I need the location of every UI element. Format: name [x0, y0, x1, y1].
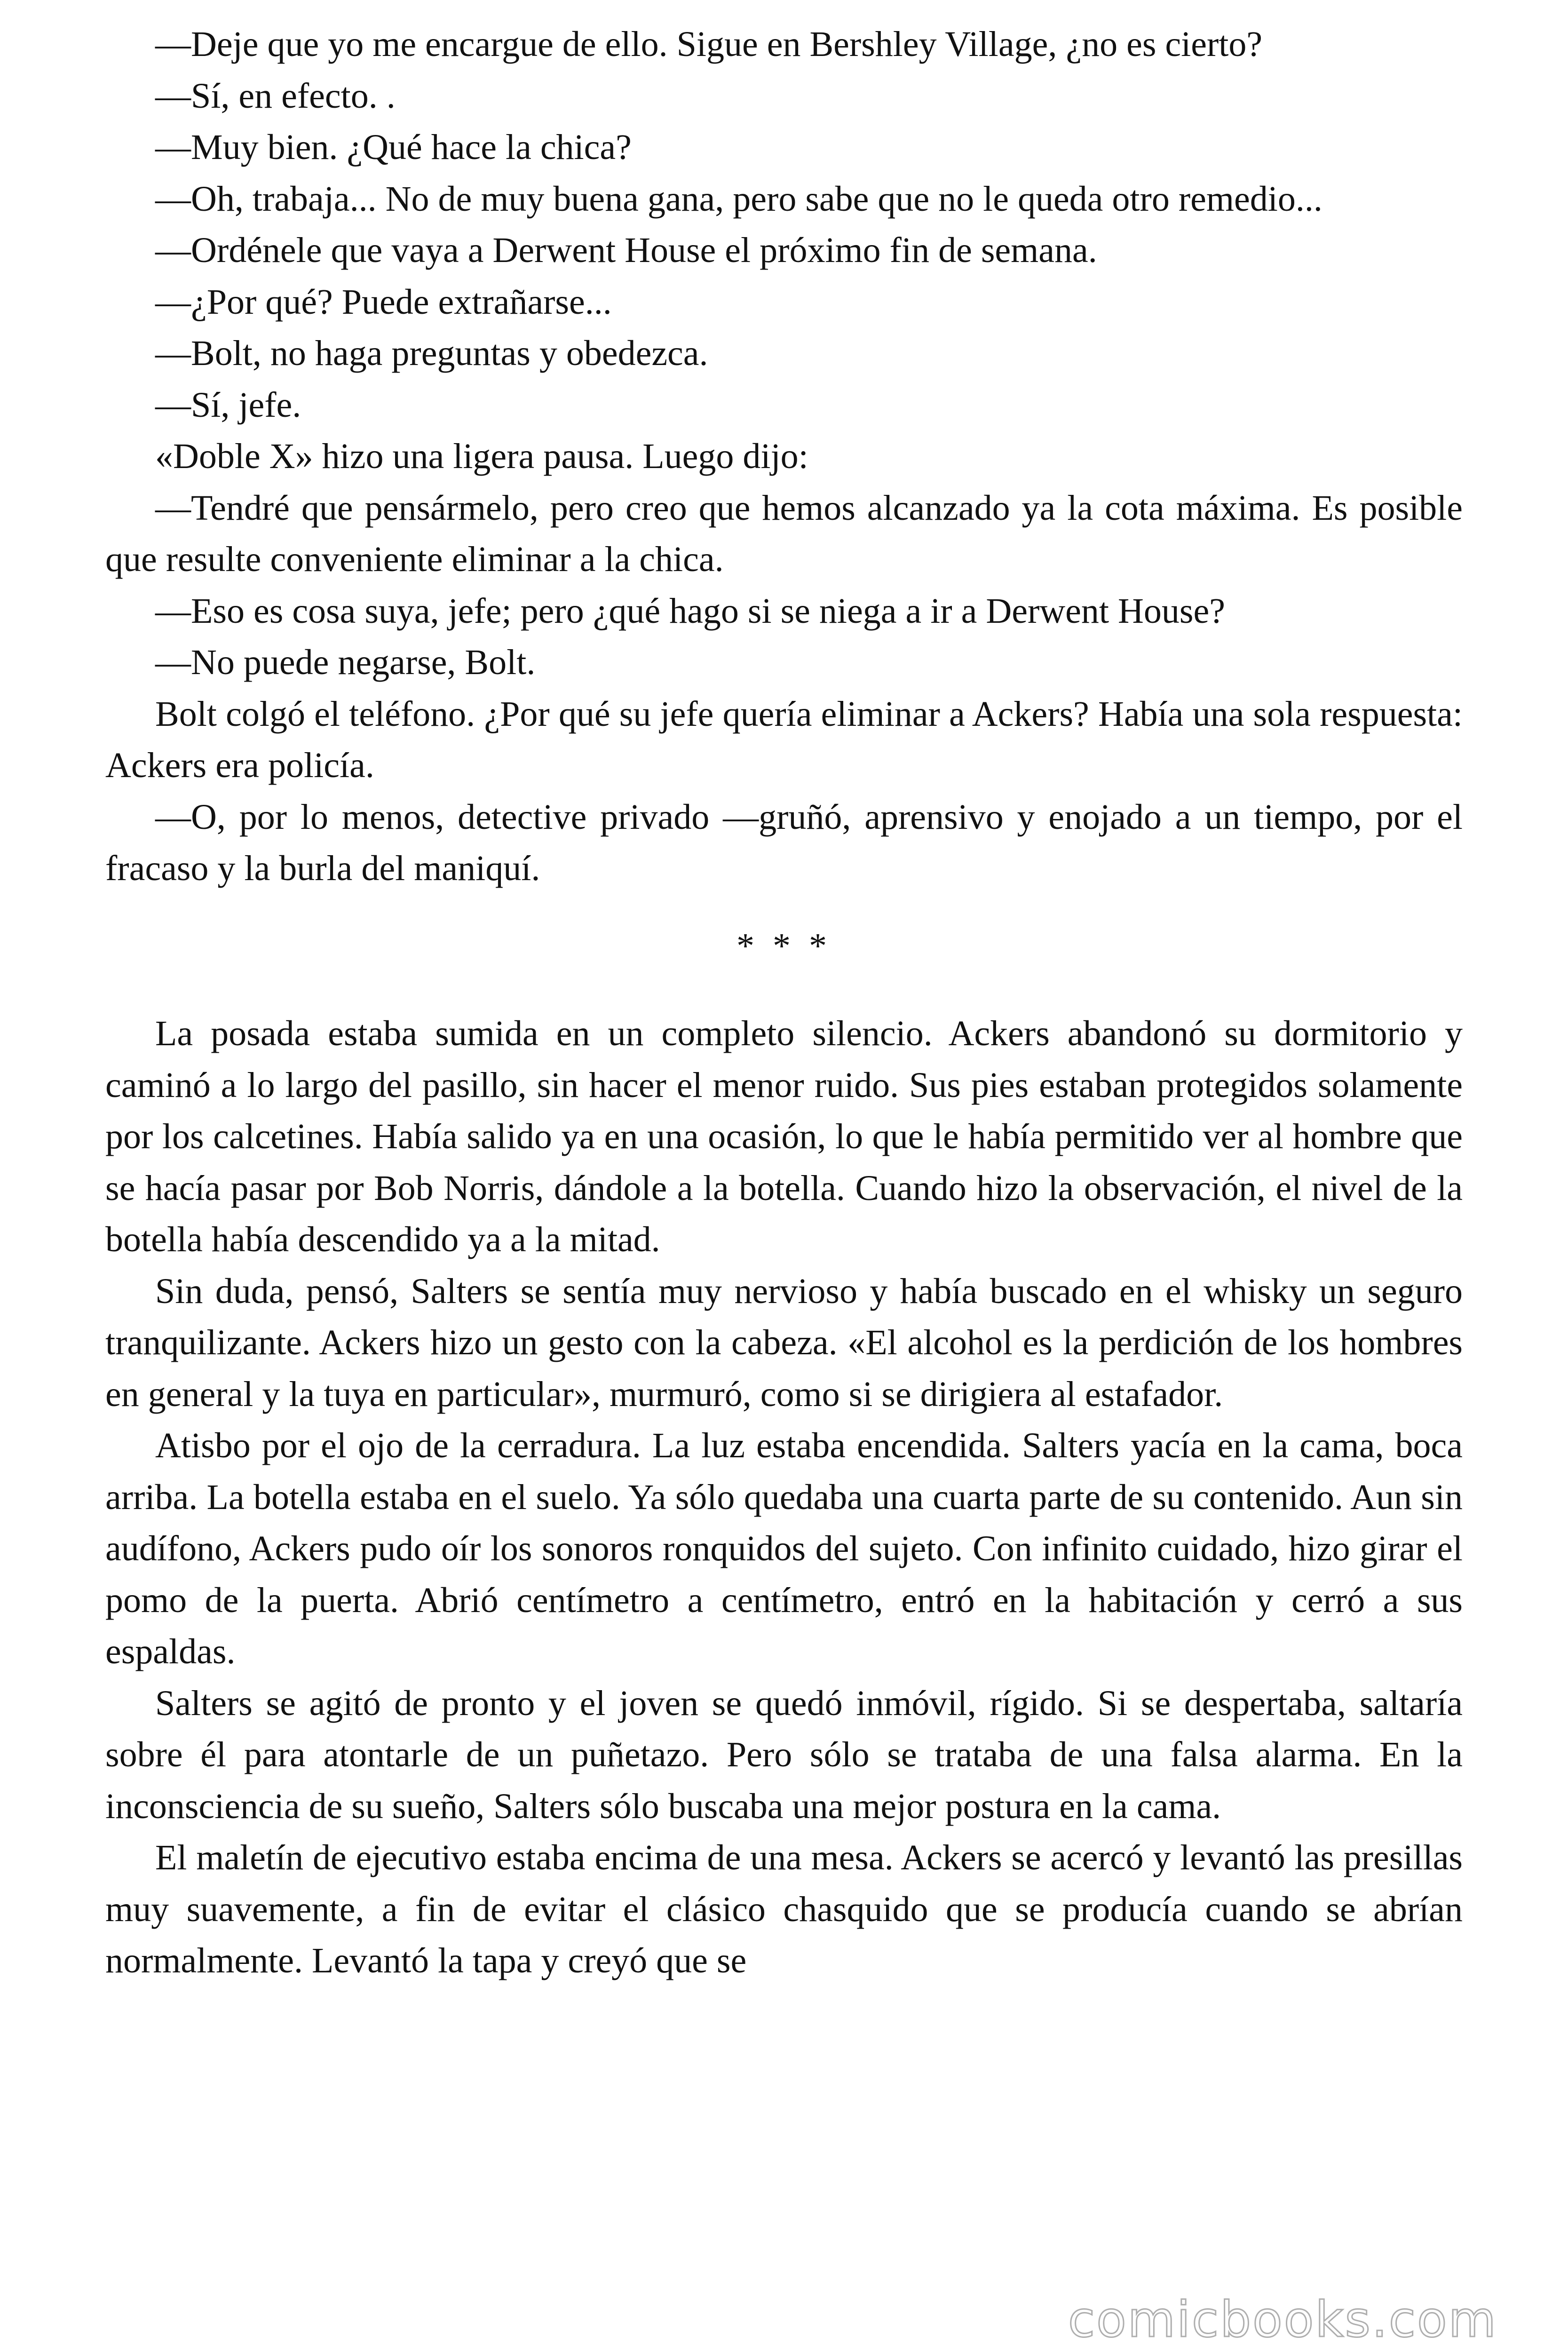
paragraph: —O, por lo menos, detective privado —gruñó, aprensivo y enojado a un tiempo, por el fracaso y la burla del maniquí. [105, 797, 1463, 888]
paragraph: —Sí, jefe. [155, 385, 301, 425]
paragraph: «Doble X» hizo una ligera pausa. Luego dijo: [155, 437, 808, 476]
paragraph: —¿Por qué? Puede extrañarse... [155, 282, 612, 322]
section-separator: * * * [736, 926, 832, 966]
paragraph: —Bolt, no haga preguntas y obedezca. [155, 334, 708, 373]
paragraph: —Muy bien. ¿Qué hace la chica? [155, 127, 632, 167]
paragraph: —No puede negarse, Bolt. [155, 643, 536, 682]
paragraph: —Deje que yo me encargue de ello. Sigue en Bershley Village, ¿no es cierto? [155, 24, 1263, 64]
paragraph: La posada estaba sumida en un completo silencio. Ackers abandonó su dormitorio y caminó a lo largo del pasillo, sin hacer el menor ruido. Sus pies estaban protegidos solamente por los calcetines. Había salido ya en una ocasión, lo que le había permitido ver al hombre que se hacía pasar por Bob Norris, dándole a la botella. Cuando hizo la observación, el nivel de la botella había descendido ya a la mitad. [105, 1014, 1463, 1259]
paragraph: El maletín de ejecutivo estaba encima de una mesa. Ackers se acercó y levantó las presillas muy suavemente, a fin de evitar el clásico chasquido que se producía cuando se abrían normalmente. Levantó la tapa y creyó que se [105, 1838, 1463, 1980]
paragraph: —Oh, trabaja... No de muy buena gana, pero sabe que no le queda otro remedio... [155, 179, 1323, 219]
paragraph: Bolt colgó el teléfono. ¿Por qué su jefe quería eliminar a Ackers? Había una sola respuesta: Ackers era policía. [105, 694, 1463, 785]
document-page [105, 19, 1463, 1987]
paragraph: —Eso es cosa suya, jefe; pero ¿qué hago si se niega a ir a Derwent House? [155, 591, 1225, 631]
paragraph: —Tendré que pensármelo, pero creo que hemos alcanzado ya la cota máxima. Es posible que resulte conveniente eliminar a la chica. [105, 488, 1463, 579]
watermark: comicbooks.com [1068, 2291, 1497, 2348]
paragraph: —Ordénele que vaya a Derwent House el próximo fin de semana. [155, 230, 1097, 270]
paragraph: Atisbo por el ojo de la cerradura. La luz estaba encendida. Salters yacía en la cama, boca arriba. La botella estaba en el suelo. Ya sólo quedaba una cuarta parte de su contenido. Aun sin audífono, Ackers pudo oír los sonoros ronquidos del sujeto. Con infinito cuidado, hizo girar el pomo de la puerta. Abrió centímetro a centímetro, entró en la habitación y cerró a sus espaldas. [105, 1426, 1463, 1671]
paragraph: Salters se agitó de pronto y el joven se quedó inmóvil, rígido. Si se despertaba, saltaría sobre él para atontarle de un puñetazo. Pero sólo se trataba de una falsa alarma. En la inconsciencia de su sueño, Salters sólo buscaba una mejor postura en la cama. [105, 1683, 1463, 1826]
paragraph: Sin duda, pensó, Salters se sentía muy nervioso y había buscado en el whisky un seguro tranquilizante. Ackers hizo un gesto con la cabeza. «El alcohol es la perdición de los hombres en general y la tuya en particular», murmuró, como si se dirigiera al estafador. [105, 1271, 1463, 1414]
paragraph: —Sí, en efecto. . [155, 76, 396, 116]
